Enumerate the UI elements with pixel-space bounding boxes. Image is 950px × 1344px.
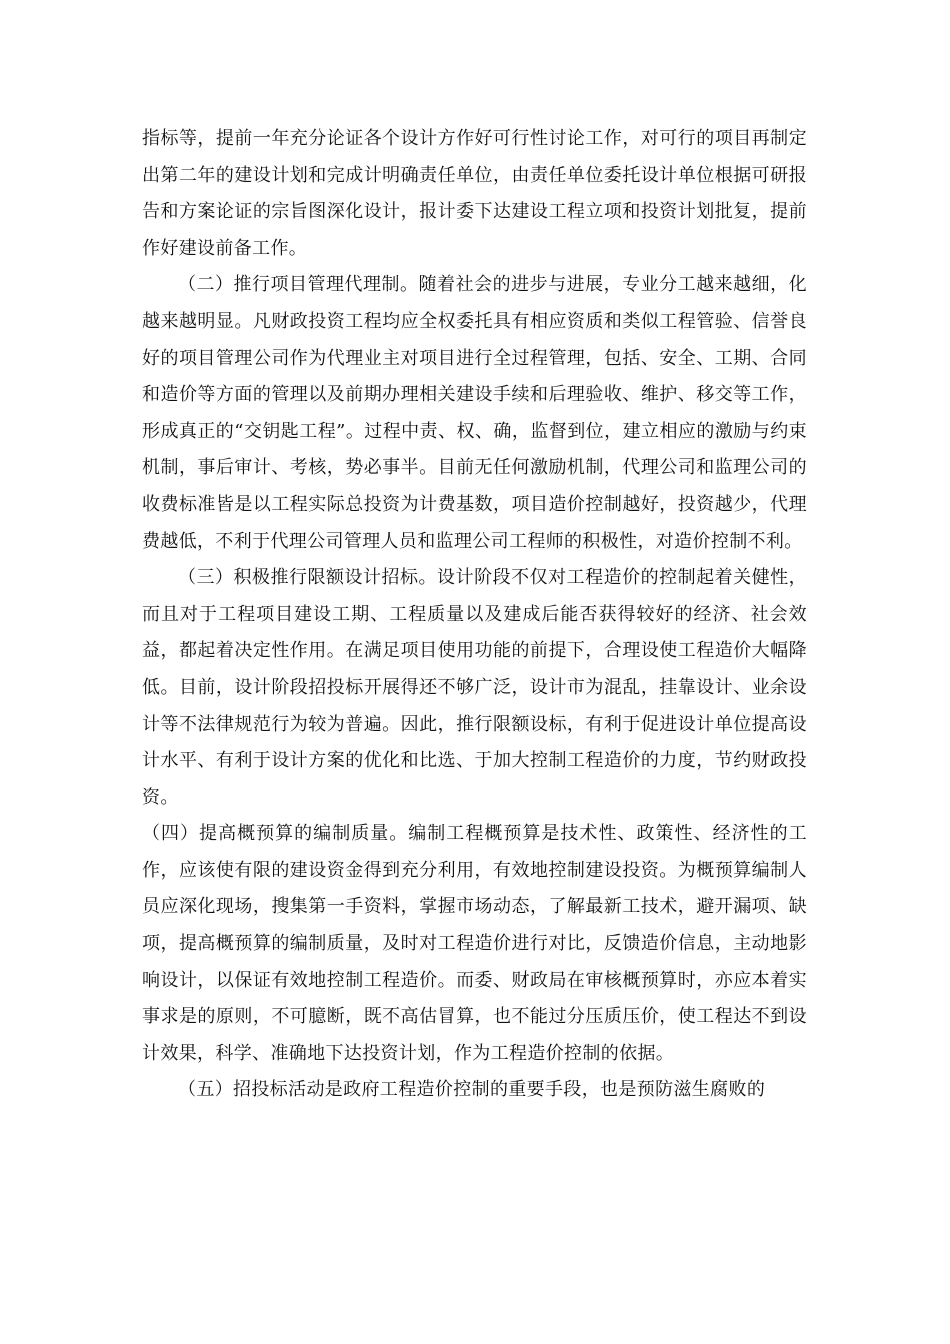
paragraph-section-2: （二）推行项目管理代理制。随着社会的进步与进展，专业分工越来越细，化越来越明显。凡财政投资工程均应全权委托具有相应资质和类似工程管验、信誉良好的项目管理公司作为代理业主对项目进行全过程管理，包括、安全、工期、合同和造价等方面的管理以及前期办理相关建设手续和后理验收、维护、移交等工作，形成真正的“交钥匙工程”。过程中责、权、确，监督到位，建立相应的激励与约束机制，事后审计、考核，势必事半。目前无任何激励机制，代理公司和监理公司的收费标准皆是以工程实际总投资为计费基数，项目造价控制越好，投资越少，代理费越低，不利于代理公司管理人员和监理公司工程师的积极性，对造价控制不利。: [142, 274, 807, 552]
paragraph-continuation: 指标等，提前一年充分论证各个设计方作好可行性讨论工作，对可行的项目再制定出第二年的建设计划和完成计明确责任单位，由责任单位委托设计单位根据可研报告和方案论证的宗旨图深化设计，报计委下达建设工程立项和投资计划批复，提前作好建设前备工作。: [142, 128, 807, 259]
paragraph-section-3: （三）积极推行限额设计招标。设计阶段不仅对工程造价的控制起着关健性，而且对于工程项目建设工期、工程质量以及建成后能否获得较好的经济、社会效益，都起着决定性作用。在满足项目使用功能的前提下，合理设使工程造价大幅降低。目前，设计阶段招投标开展得还不够广泛，设计市为混乱，挂靠设计、业余设计等不法律规范行为较为普遍。因此，推行限额设标，有利于促进设计单位提高设计水平、有利于设计方案的优化和比选、于加大控制工程造价的力度，节约财政投资。: [142, 567, 807, 808]
paragraph-section-4: （四）提高概预算的编制质量。编制工程概预算是技术性、政策性、经济性的工作，应该使有限的建设资金得到充分利用，有效地控制建设投资。为概预算编制人员应深化现场，搜集第一手资料，掌握市场动态，了解最新工技术，避开漏项、缺项，提高概预算的编制质量，及时对工程造价进行对比，反馈造价信息，主动地影响设计，以保证有效地控制工程造价。而委、财政局在审核概预算时，亦应本着实事求是的原则，不可臆断，既不高估冒算，也不能过分压质压价，使工程达不到设计效果，科学、准确地下达投资计划，作为工程造价控制的依据。: [142, 823, 807, 1064]
paragraph-section-5: （五）招投标活动是政府工程造价控制的重要手段，也是预防滋生腐败的: [178, 1079, 766, 1101]
document-body: [142, 121, 807, 1109]
